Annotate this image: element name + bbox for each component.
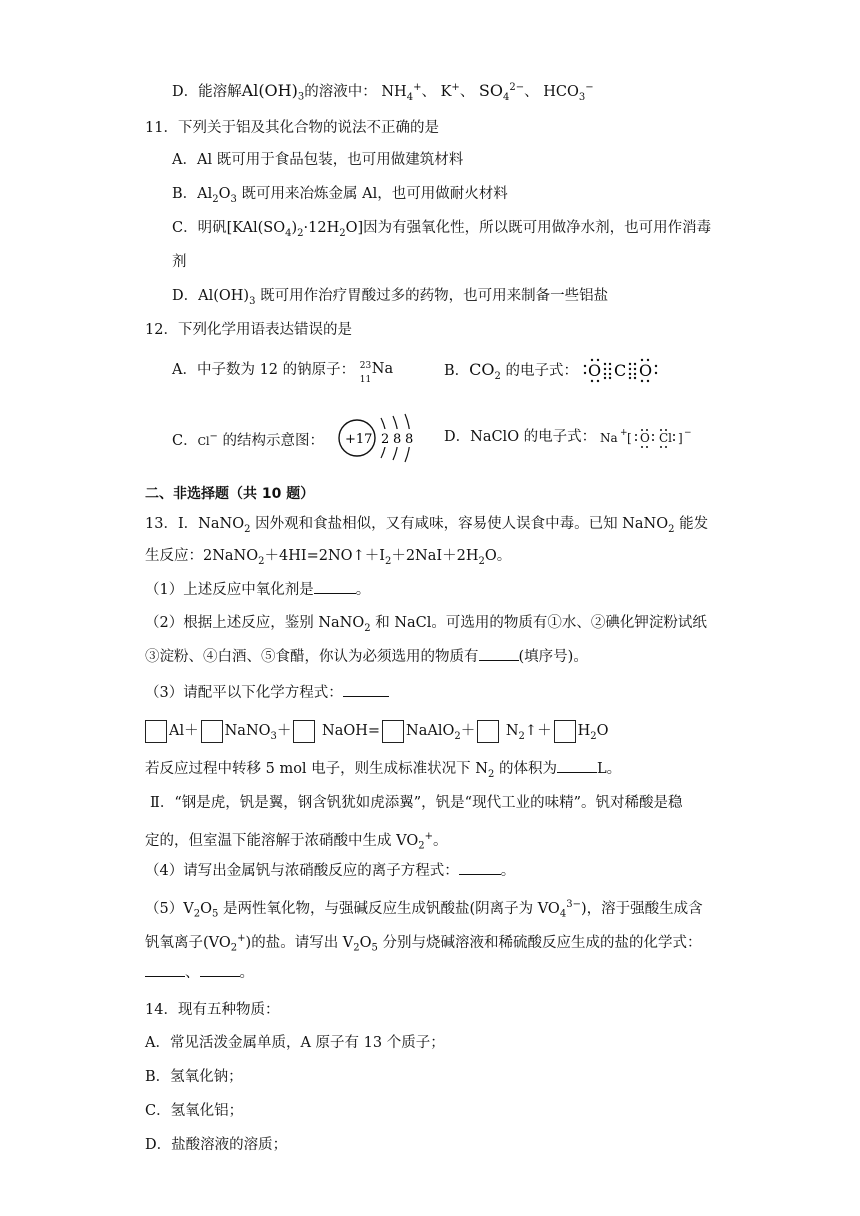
q10-d-formula-sub: 3: [297, 91, 305, 103]
q13-p5-1d: )，溶于强酸生成含: [580, 900, 703, 917]
shell-electrons-1: 2: [381, 432, 390, 447]
q13-p3-b2: 的体积为: [494, 761, 557, 777]
q11-c-sub3: 2: [339, 227, 346, 239]
q11-option-a: A．Al 既可用于食品包装，也可用做建筑材料: [172, 152, 464, 168]
q13-p5-2s1: 2: [230, 942, 238, 954]
naclo-right-bracket: ]: [678, 431, 683, 445]
q13-part-1: [145, 580, 370, 600]
naclo-charge: −: [684, 428, 692, 438]
q12-option-a: [172, 360, 404, 385]
q12-a-atomic-number: 11: [359, 375, 372, 385]
q13-l2-sub1: 2: [258, 555, 265, 567]
coefficient-box-al[interactable]: [145, 720, 167, 743]
q13-l1-b: 因外观和食盐相似，又有咸味，容易使人误食中毒。已知 NaNO: [250, 516, 669, 532]
q10-ion2-sup: +: [451, 82, 460, 93]
q12-a-symbol: Na: [371, 361, 394, 377]
q14-item-a: A．常见活泼金属单质，A 原子有 13 个质子；: [145, 1035, 445, 1051]
q13-p5-1b: O: [200, 900, 212, 917]
q10-sep-2: 、: [459, 83, 475, 100]
q14-item-d: D．盐酸溶液的溶质；: [145, 1137, 288, 1153]
q10-ion1-sup: +: [413, 82, 422, 93]
q13-p5-answer-blank-1[interactable]: [145, 964, 185, 977]
q13-part-3: [145, 683, 389, 703]
eq-naalo2-sub: 2: [454, 730, 461, 742]
q13-p5-2sup: +: [237, 933, 246, 944]
eq-n2-sub: 2: [518, 730, 525, 742]
q13-l1-a: 13．Ⅰ．NaNO: [145, 516, 245, 532]
q10-ion4-sub: 3: [578, 91, 586, 103]
q12-b-text: B．: [444, 363, 470, 379]
eq-naalo2: NaAlO: [406, 723, 455, 739]
eq-plus-1: ＋: [276, 723, 292, 739]
q13-p3-b1: 若反应过程中转移 5 mol 电子，则生成标准状况下 N: [145, 761, 488, 777]
q11-c-part4: O]因为有强氧化性，所以既可用做净水剂，也可用作消毒: [345, 220, 712, 236]
q14-stem: 14．现有五种物质：: [145, 1002, 280, 1018]
naclo-left-bracket: [: [627, 431, 632, 445]
shell-electrons-2: 8: [393, 432, 402, 447]
eq-h2o-sub: 2: [590, 730, 597, 742]
q13-p4-answer-blank[interactable]: [459, 862, 501, 875]
q10-d-prefix: D．能溶解: [172, 83, 242, 100]
q12-c-tail: 的结构示意图：: [217, 432, 325, 449]
q12-b-tail: 的电子式：: [500, 363, 578, 379]
section-2-title: 二、非选择题（共 10 题）: [145, 486, 315, 502]
q13-p4-text: （4）请写出金属钒与浓硝酸反应的离子方程式：: [145, 863, 459, 879]
eq-n2: N: [501, 723, 519, 739]
q10-ion4-text: HCO: [543, 83, 579, 100]
q13-p5-answer-blank-2[interactable]: [200, 964, 240, 977]
q10-sep-1: 、: [421, 83, 436, 100]
q13-l2-a: 生反应：2NaNO: [145, 548, 259, 564]
q13-p5-2a: 钒氧离子(VO: [145, 934, 231, 951]
q12-option-d: [444, 427, 596, 447]
coefficient-box-h2o[interactable]: [554, 720, 576, 743]
coefficient-box-n2[interactable]: [477, 720, 499, 743]
q11-c-part3: ·12H: [303, 220, 340, 236]
q10-ion1-text: NH: [381, 83, 407, 100]
q10-ion4: [543, 82, 594, 103]
q13-p5-1s2: 5: [211, 908, 219, 920]
nucleus-charge: +17: [345, 432, 373, 447]
q10-d-formula: Al(OH): [241, 80, 298, 100]
q13-p5-1s3: 4: [559, 908, 567, 920]
q13-ii-line-1: Ⅱ．“钢是虎，钒是翼，钢含钒犹如虎添翼”，钒是“现代工业的味精”。钒对稀酸是稳: [150, 795, 683, 811]
co2-o1: O: [588, 361, 602, 380]
q11-d-part2: 既可用作治疗胃酸过多的药物，也可用来制备一些铝盐: [255, 288, 609, 304]
q13-p5-1a: （5）V: [145, 900, 194, 917]
q11-d-sub1: 3: [249, 295, 256, 307]
q13-part-2-continued: [145, 647, 588, 667]
q13-ii-2a: 定的，但室温下能溶解于浓硝酸中生成 VO: [145, 832, 419, 849]
q11-option-c: [172, 218, 711, 244]
q13-p2-answer-blank[interactable]: [479, 648, 519, 661]
q13-part-5-line-2: [145, 929, 702, 959]
q13-p3-b-sub: 2: [487, 768, 495, 780]
coefficient-box-naoh[interactable]: [293, 720, 315, 743]
q13-part-3-volume: [145, 759, 621, 785]
q11-c-sub1: 4: [285, 227, 292, 239]
q10-ion1: [381, 82, 422, 103]
q10-ion2-text: K: [440, 83, 452, 100]
q10-d-mid: 的溶液中：: [304, 83, 377, 100]
q13-l2-b: ＋4HI=2NO↑＋I: [264, 548, 385, 564]
q14-item-b: B．氢氧化钠；: [145, 1069, 243, 1085]
q12-d-text: D．NaClO 的电子式：: [444, 429, 597, 445]
q12-a-text: A．中子数为 12 的钠原子：: [172, 362, 356, 378]
q13-p2-sub: 2: [364, 622, 371, 634]
q13-ii-line-2: [145, 827, 447, 857]
eq-naoh: NaOH=: [317, 723, 381, 739]
q12-c-ion-sup: −: [209, 431, 218, 442]
q13-p3-b3: L。: [596, 761, 622, 777]
q13-p4-end: 。: [500, 863, 516, 879]
q13-ii-2-sub: 2: [418, 840, 425, 852]
eq-n2-tail: ↑＋: [524, 723, 552, 739]
q13-p5-end: 。: [239, 965, 254, 981]
q13-line-2: [145, 546, 511, 572]
q13-p2-b: 和 NaCl。可选用的物质有①水、②碘化钾淀粉试纸: [370, 615, 707, 631]
q11-b-sub1: 2: [212, 193, 219, 205]
q11-c-sub2: 2: [297, 227, 304, 239]
q10-sep-3: 、: [524, 83, 539, 100]
q11-stem: 11．下列关于铝及其化合物的说法不正确的是: [145, 120, 439, 136]
q11-b-part3: 既可用来冶炼金属 Al，也可用做耐火材料: [236, 186, 508, 202]
q13-l1-c: 能发: [674, 516, 709, 532]
co2-c: C: [614, 361, 627, 380]
q13-p3-answer-blank[interactable]: [343, 684, 389, 697]
q13-l2-sub2: 2: [384, 555, 392, 567]
q11-c-part1: C．明矾[KAl(SO: [172, 220, 286, 236]
q12-c-text: C．: [172, 432, 198, 449]
q13-l2-sub3: 2: [478, 555, 485, 567]
q13-p5-sep: 、: [185, 965, 200, 981]
q13-p2-a: （2）根据上述反应，鉴别 NaNO: [145, 615, 365, 631]
cl-ion-structure-diagram: [336, 410, 426, 466]
q10-ion4-sup: −: [585, 82, 594, 93]
q13-p5-2c: O: [359, 934, 372, 951]
q13-p5-1sup: 3−: [566, 899, 581, 910]
q13-p5-2d: 分别与烧碱溶液和稀硫酸反应生成的盐的化学式：: [377, 934, 702, 951]
naclo-na-charge: +: [620, 428, 628, 438]
q13-p5-2s2: 2: [353, 942, 360, 954]
q10-ion3-sub: 4: [503, 91, 510, 103]
q11-option-b: [172, 184, 508, 210]
q13-part-5-answers: [145, 963, 254, 983]
naclo-na: Na: [600, 431, 618, 445]
q13-part-2: [145, 613, 707, 639]
q10-ion3-text: SO: [478, 80, 503, 100]
q13-p5-2s3: 5: [371, 942, 378, 954]
q13-p2-c1: ③淀粉、④白酒、⑤食醋，你认为必须选用的物质有: [145, 649, 479, 665]
q12-c-ion: Cl: [197, 434, 210, 448]
q12-b-formula-sub: 2: [494, 370, 501, 382]
q12-a-mass-number: 23: [359, 361, 372, 371]
naclo-cl: Cl: [659, 431, 673, 445]
q13-part-5-line-1: [145, 895, 703, 925]
q13-p2-c2: (填序号)。: [518, 649, 588, 665]
q13-ii-2b: 。: [432, 832, 448, 849]
q12-a-nuclide: [359, 360, 404, 385]
naclo-electron-formula: [600, 424, 692, 452]
q11-c-part2: ): [291, 220, 298, 236]
eq-nano3: NaNO: [224, 723, 271, 739]
co2-o2: O: [639, 361, 653, 380]
q13-part-4: [145, 861, 515, 881]
q12-stem: 12．下列化学用语表达错误的是: [145, 322, 352, 338]
q10-option-d: [172, 78, 594, 108]
q10-ion3: [478, 80, 525, 103]
eq-plus-2: ＋: [460, 723, 476, 739]
q13-l1-sub2: 2: [668, 523, 675, 535]
q11-option-d: [172, 286, 608, 312]
q12-b-formula: CO: [469, 360, 495, 379]
q13-p5-2b: )的盐。请写出 V: [245, 934, 354, 951]
q10-ion1-sub: 4: [406, 91, 414, 103]
coefficient-box-nano3[interactable]: [201, 720, 223, 743]
co2-electron-formula: [582, 356, 662, 386]
coefficient-box-naalo2[interactable]: [382, 720, 404, 743]
q10-ion3-sup: 2−: [509, 82, 525, 93]
eq-h2o: H: [577, 723, 591, 739]
q12-option-c: [172, 427, 324, 452]
q13-line-1: [145, 514, 708, 540]
q13-l2-d: O。: [484, 548, 512, 564]
q11-b-part1: B．Al: [172, 186, 213, 202]
eq-h2o-tail: O: [596, 723, 609, 739]
q13-p1-end: 。: [355, 582, 371, 598]
q13-equation: [145, 719, 609, 749]
q14-item-c: C．氢氧化铝；: [145, 1103, 244, 1119]
q13-ii-2-sup: +: [424, 831, 433, 842]
q13-p1-answer-blank[interactable]: [314, 581, 356, 594]
q13-volume-answer-blank[interactable]: [557, 760, 597, 773]
q13-p1-text: （1）上述反应中氧化剂是: [145, 582, 314, 598]
q11-d-part1: D．Al(OH): [172, 288, 250, 304]
eq-nano3-sub: 3: [270, 730, 277, 742]
q11-b-part2: O: [218, 186, 231, 202]
q11-option-c-continued: 剂: [172, 254, 187, 270]
q13-p5-1s1: 2: [193, 908, 201, 920]
q13-p5-1c: 是两性氧化物，与强碱反应生成钒酸盐(阴离子为 VO: [218, 900, 560, 917]
q10-ion2: [441, 84, 460, 100]
q13-p3-text: （3）请配平以下化学方程式：: [145, 685, 343, 701]
q13-l1-sub1: 2: [244, 523, 251, 535]
q11-b-sub2: 3: [230, 193, 237, 205]
q12-option-b: [444, 360, 578, 387]
naclo-o: O: [640, 431, 650, 445]
eq-al: Al＋: [169, 723, 199, 739]
q13-l2-c: ＋2NaI＋2H: [391, 548, 479, 564]
shell-electrons-3: 8: [405, 432, 414, 447]
